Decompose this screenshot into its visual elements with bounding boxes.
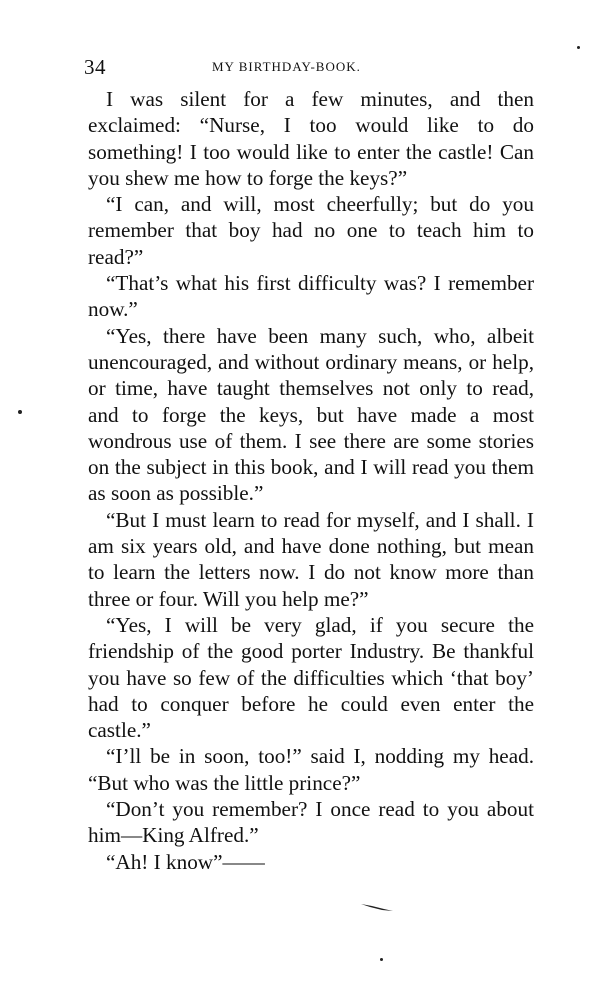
paragraph-8: “Don’t you remember? I once read to you about him—King Alfred.” bbox=[88, 797, 534, 848]
page-header bbox=[84, 55, 524, 77]
ink-speck bbox=[577, 46, 580, 49]
ink-speck bbox=[18, 410, 22, 414]
ink-speck bbox=[380, 958, 383, 961]
running-head: MY BIRTHDAY-BOOK. bbox=[212, 59, 361, 74]
body-text bbox=[88, 86, 534, 875]
paragraph-1: I was silent for a few minutes, and then exclaimed: “Nurse, I too would like to do something! I too would like to enter the castle! Can you shew me how to forge the keys?” bbox=[88, 87, 534, 190]
paragraph-9: “Ah! I know”—— bbox=[106, 849, 265, 874]
paragraph-6: “Yes, I will be very glad, if you secure the friendship of the good porter Industry. Be thankful you have so few of the difficulties which ‘that boy’ had to conquer before he could even enter the castle.” bbox=[88, 612, 534, 743]
paragraph-4: “Yes, there have been many such, who, albeit unencouraged, and without ordinary means, or help, or time, have taught themselves not only to read, and to forge the keys, but have made a most wondrous use of them. I see there are some stories on the subject in this book, and I will read you them as soon as possible.” bbox=[88, 323, 534, 506]
ink-smudge bbox=[360, 902, 394, 912]
paragraph-5: “But I must learn to read for myself, and I shall. I am six years old, and have done nothing, but mean to learn the letters now. I do not know more than three or four. Will you help me?” bbox=[88, 507, 534, 611]
page-number: 34 bbox=[84, 55, 106, 79]
paragraph-3: “That’s what his first difficulty was? I remember now.” bbox=[88, 271, 534, 322]
paragraph-7: “I’ll be in soon, too!” said I, nodding my head. “But who was the little prince?” bbox=[88, 744, 534, 795]
paragraph-2: “I can, and will, most cheerfully; but do you remember that boy had no one to teach him to read?” bbox=[88, 192, 534, 269]
